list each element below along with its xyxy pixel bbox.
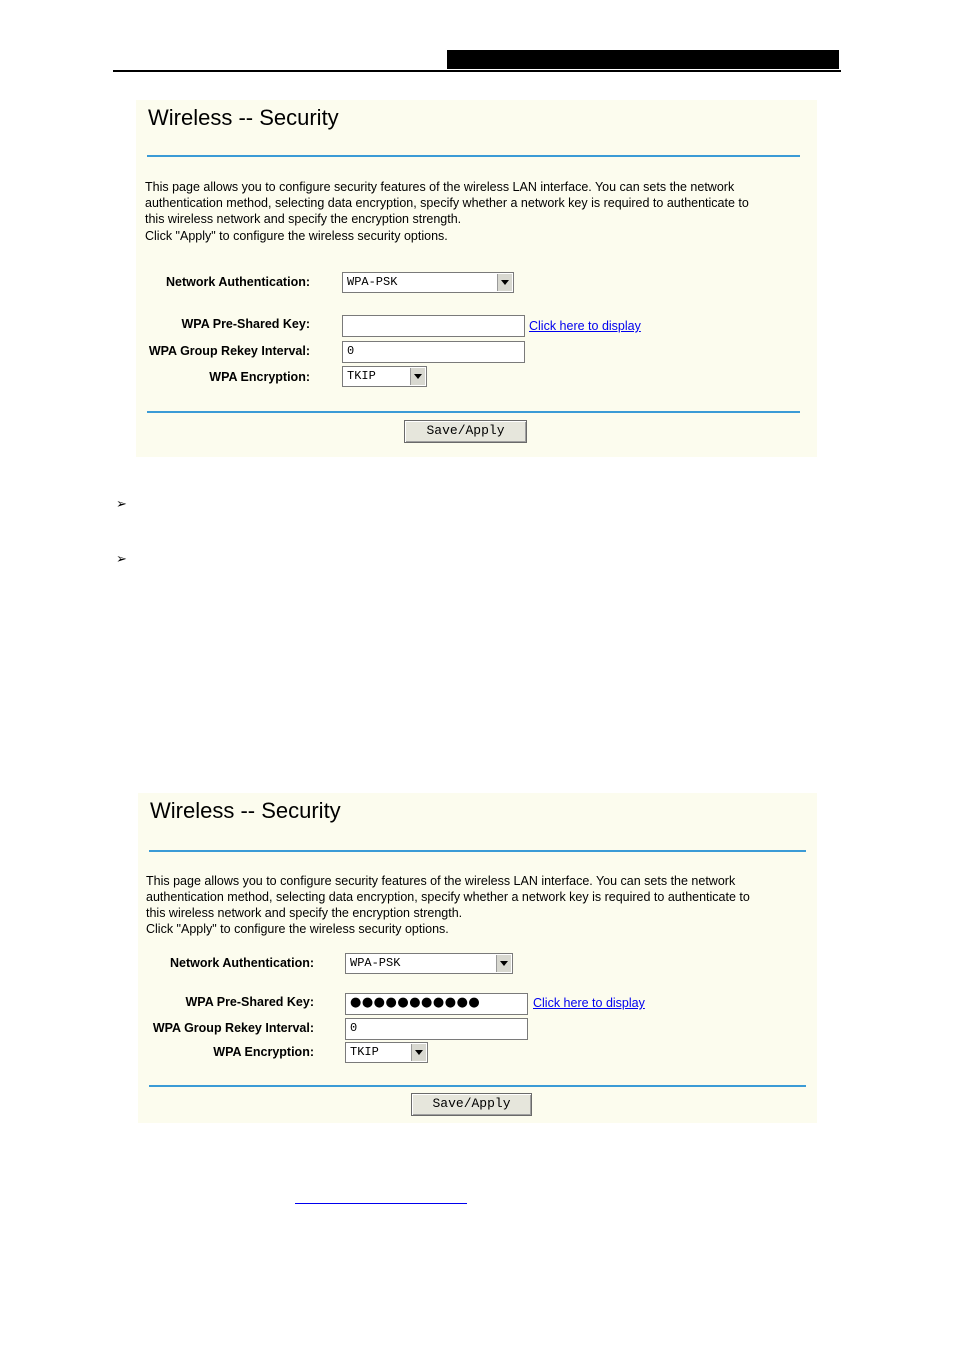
description-line: This page allows you to configure security features of the wireless LAN interface. You can sets the network [146, 874, 736, 888]
bullet-arrow-icon: ➢ [116, 552, 127, 567]
network-auth-label: Network Authentication: [170, 956, 314, 970]
save-apply-button[interactable]: Save/Apply [404, 420, 527, 443]
encryption-label: WPA Encryption: [213, 1045, 314, 1059]
psk-label: WPA Pre-Shared Key: [181, 317, 310, 331]
rekey-value: 0 [347, 344, 355, 358]
page-title: Wireless -- Security [150, 798, 341, 823]
title-divider [149, 850, 806, 852]
encryption-select[interactable] [345, 1042, 428, 1063]
description-line: Click "Apply" to configure the wireless security options. [145, 229, 448, 243]
psk-value: ●●●●●●●●●●● [350, 995, 481, 1010]
network-auth-select[interactable] [345, 953, 513, 974]
description-line: authentication method, selecting data encryption, specify whether a network key is required to authenticate to [146, 890, 750, 904]
encryption-value: TKIP [350, 1045, 379, 1059]
network-auth-select[interactable] [342, 272, 514, 293]
rekey-input[interactable] [345, 1018, 528, 1040]
chevron-down-icon[interactable] [496, 955, 511, 972]
encryption-select[interactable] [342, 366, 427, 387]
description-line: authentication method, selecting data encryption, specify whether a network key is required to authenticate to [145, 196, 749, 210]
rekey-label: WPA Group Rekey Interval: [152, 1021, 314, 1035]
chevron-down-icon[interactable] [411, 1044, 426, 1061]
encryption-label: WPA Encryption: [209, 370, 310, 384]
psk-label: WPA Pre-Shared Key: [185, 995, 314, 1009]
description-line: this wireless network and specify the encryption strength. [146, 906, 463, 920]
description-line: Click "Apply" to configure the wireless security options. [146, 922, 449, 936]
page-title: Wireless -- Security [148, 105, 339, 130]
chevron-down-icon[interactable] [497, 274, 512, 291]
display-key-link[interactable]: Click here to display [533, 996, 645, 1010]
header-rule [113, 70, 841, 72]
psk-input[interactable] [342, 315, 525, 337]
security-panel-2 [138, 793, 817, 1123]
network-auth-value: WPA-PSK [347, 275, 398, 289]
chevron-down-icon[interactable] [410, 368, 425, 385]
rekey-input[interactable] [342, 341, 525, 363]
encryption-value: TKIP [347, 369, 376, 383]
save-apply-button[interactable]: Save/Apply [411, 1093, 532, 1116]
title-divider [147, 155, 800, 157]
header-bar [447, 50, 839, 69]
display-key-link[interactable]: Click here to display [529, 319, 641, 333]
description-line: this wireless network and specify the encryption strength. [145, 212, 462, 226]
bottom-divider [149, 1085, 806, 1087]
rekey-value: 0 [350, 1021, 358, 1035]
psk-input[interactable] [345, 993, 528, 1015]
network-auth-label: Network Authentication: [166, 275, 310, 289]
security-panel-1 [136, 100, 817, 457]
link-underline[interactable] [295, 1203, 467, 1204]
network-auth-value: WPA-PSK [350, 956, 401, 970]
rekey-label: WPA Group Rekey Interval: [148, 344, 310, 358]
description-line: This page allows you to configure security features of the wireless LAN interface. You can sets the network [145, 180, 735, 194]
bullet-arrow-icon: ➢ [116, 497, 127, 512]
bottom-divider [147, 411, 800, 413]
